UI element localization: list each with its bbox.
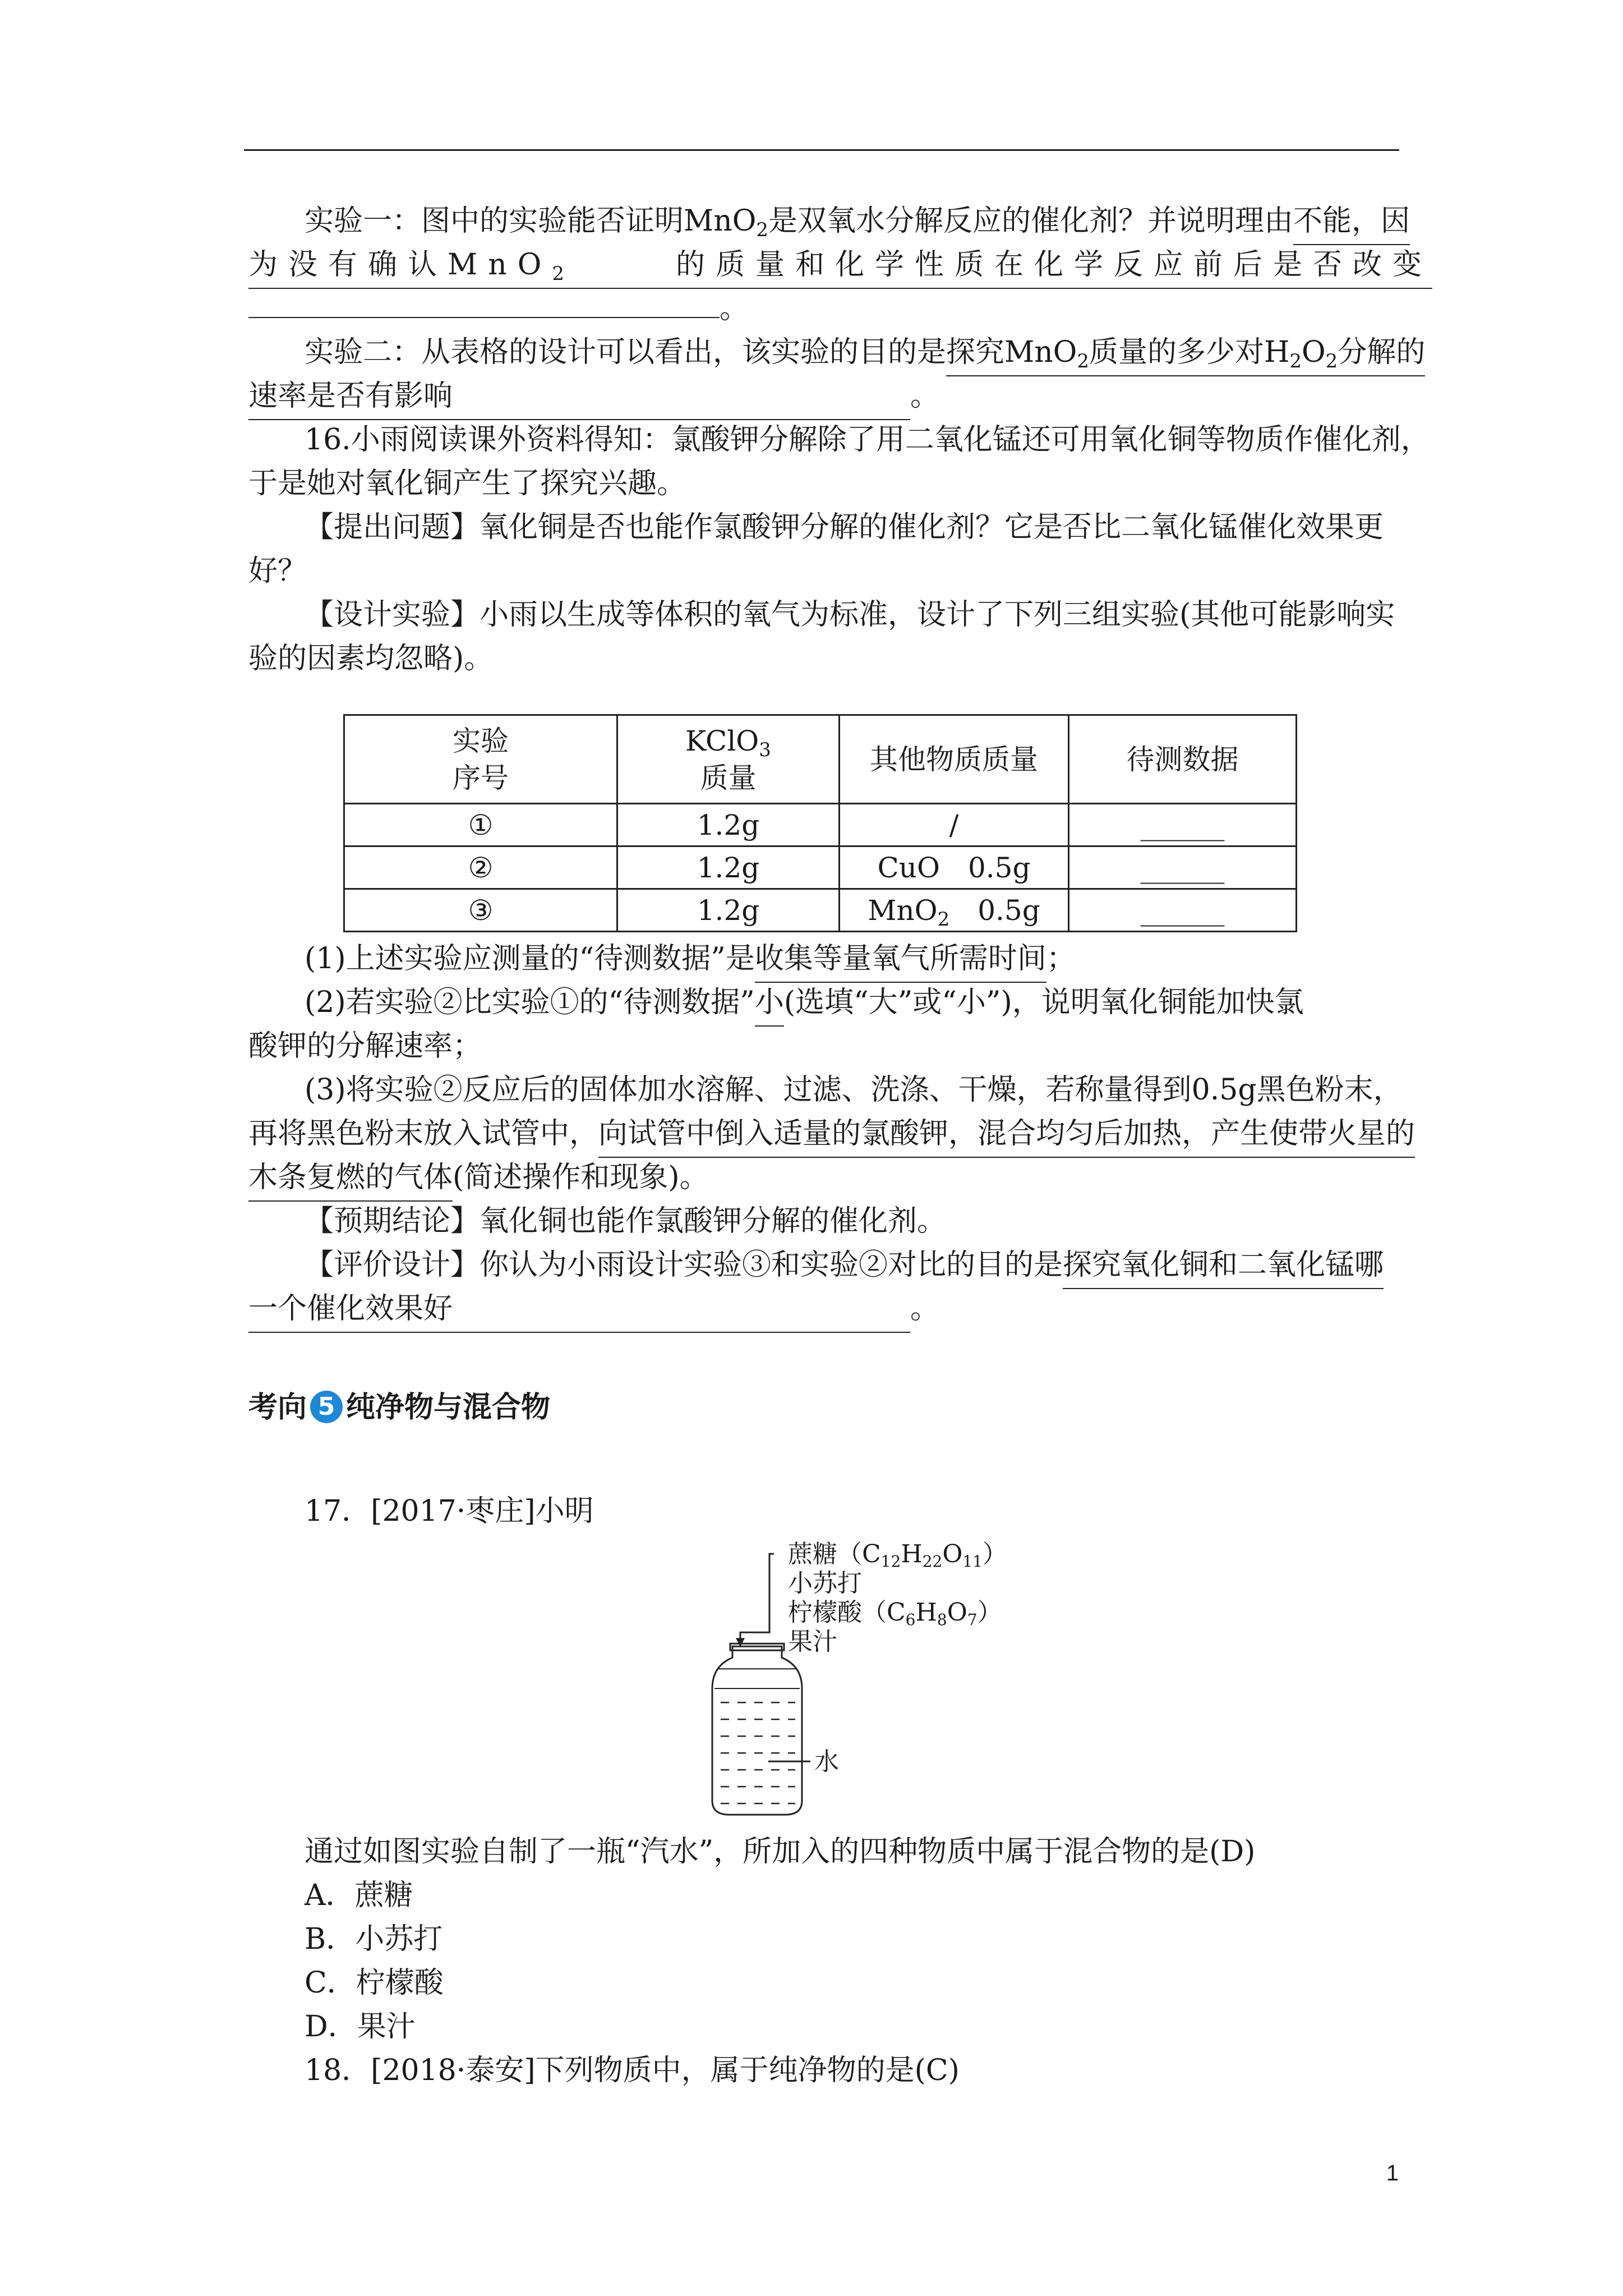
- experiment-table: [343, 714, 1297, 932]
- evaluation-line2: 一个催化效果好 。: [248, 1287, 939, 1333]
- figure-label-juice: 果汁: [788, 1627, 837, 1656]
- table-row: [344, 889, 1297, 932]
- q17-option-d: D．果汁: [305, 2010, 416, 2044]
- row-no: ③: [344, 889, 617, 932]
- exp2-line2: 速率是否有影响 。: [248, 374, 939, 420]
- q17-head: 17．[2017·枣庄]小明: [305, 1494, 594, 1528]
- q16-design-2: 验的因素均忽略)。: [248, 642, 494, 675]
- answer-1: (1)上述实验应测量的“待测数据”是收集等量氧气所需时间；: [305, 937, 1076, 983]
- exp1-answer: 不能，因: [1293, 199, 1410, 245]
- exp1-line3: 。: [248, 287, 749, 330]
- q17-option-a: A．蔗糖: [305, 1879, 413, 1912]
- q16-line1: 16.小雨阅读课外资料得知：氯酸钾分解除了用二氧化锰还可用氧化铜等物质作催化剂，: [305, 423, 1430, 457]
- exp1-line2: 为没有确认MnO$_2$ 的质量和化学性质在化学反应前后是否改变: [248, 243, 1404, 289]
- row-other: /: [840, 804, 1069, 846]
- figure-label-baking-soda: 小苏打: [788, 1569, 862, 1598]
- answer-2-line2: 酸钾的分解速率；: [248, 1029, 482, 1063]
- row-no: ②: [344, 846, 617, 889]
- answer-3-line3: 木条复燃的气体(简述操作和现象)。: [248, 1156, 709, 1202]
- conclusion: 【预期结论】氧化铜也能作氯酸钾分解的催化剂。: [305, 1204, 947, 1238]
- row-data: ______: [1069, 846, 1297, 889]
- header-pending-data: 待测数据: [1069, 715, 1297, 804]
- header-other-mass: 其他物质质量: [840, 715, 1069, 804]
- q17-stem: 通过如图实验自制了一瓶“汽水”，所加入的四种物质中属于混合物的是(D): [305, 1835, 1256, 1869]
- header-rule: [244, 149, 1399, 151]
- figure-label-sucrose: 蔗糖$(C_{12}H_{22}O_{11})$: [788, 1540, 1008, 1571]
- evaluation-line1: 【评价设计】你认为小雨设计实验③和实验②对比的目的是探究氧化铜和二氧化锰哪: [305, 1243, 1384, 1289]
- row-other: CuO 0.5g: [840, 846, 1069, 889]
- answer-3-line2: 再将黑色粉末放入试管中，向试管中倒入适量的氯酸钾，混合均匀后加热，产生使带火星的: [248, 1112, 1415, 1158]
- table-row: [344, 846, 1297, 889]
- row-mass: 1.2g: [617, 889, 840, 932]
- row-data: ______: [1069, 889, 1297, 932]
- answer-3-line1: (3)将实验②反应后的固体加水溶解、过滤、洗涤、干燥，若称量得到0.5g黑色粉末，: [305, 1073, 1403, 1107]
- section-number-badge: 5: [310, 1391, 343, 1423]
- figure-label-citric-acid: 柠檬酸$(C_6H_8O_7)$: [788, 1598, 1002, 1629]
- page-number: 1: [1386, 2161, 1399, 2185]
- q16-design-1: 【设计实验】小雨以生成等体积的氧气为标准，设计了下列三组实验(其他可能影响实: [305, 598, 1395, 632]
- q17-option-b: B．小苏打: [305, 1922, 443, 1956]
- q16-question-1: 【提出问题】氧化铜是否也能作氯酸钾分解的催化剂？它是否比二氧化锰催化效果更: [305, 510, 1384, 544]
- q16-question-2: 好？: [248, 554, 307, 588]
- figure-label-water: 水: [814, 1747, 839, 1776]
- section-heading: 考向 5 纯净物与混合物: [248, 1391, 551, 1424]
- header-seq: 实验 序号: [344, 715, 617, 804]
- q17-option-c: C．柠檬酸: [305, 1966, 444, 2000]
- answer-2: (2)若实验②比实验①的“待测数据”小(选填“大”或“小”)，说明氧化铜能加快氯: [305, 981, 1304, 1027]
- header-kclo3: KClO$_3$ 质量: [617, 715, 840, 804]
- table-header-row: [344, 715, 1297, 804]
- row-mass: 1.2g: [617, 804, 840, 846]
- table-row: [344, 804, 1297, 846]
- exp1-line1: 实验一：图中的实验能否证明MnO$_2$是双氧水分解反应的催化剂？并说明理由不能，因: [305, 199, 1410, 245]
- row-mass: 1.2g: [617, 846, 840, 889]
- q18-stem: 18．[2018·泰安]下列物质中，属于纯净物的是(C): [305, 2054, 960, 2087]
- q16-line2: 于是她对氧化铜产生了探究兴趣。: [248, 467, 686, 500]
- row-data: ______: [1069, 804, 1297, 846]
- exp2-line1: 实验二：从表格的设计可以看出，该实验的目的是探究MnO$_2$质量的多少对$H_2O_2$分解的: [305, 330, 1425, 376]
- row-no: ①: [344, 804, 617, 846]
- row-other: MnO$_2$ 0.5g: [840, 889, 1069, 932]
